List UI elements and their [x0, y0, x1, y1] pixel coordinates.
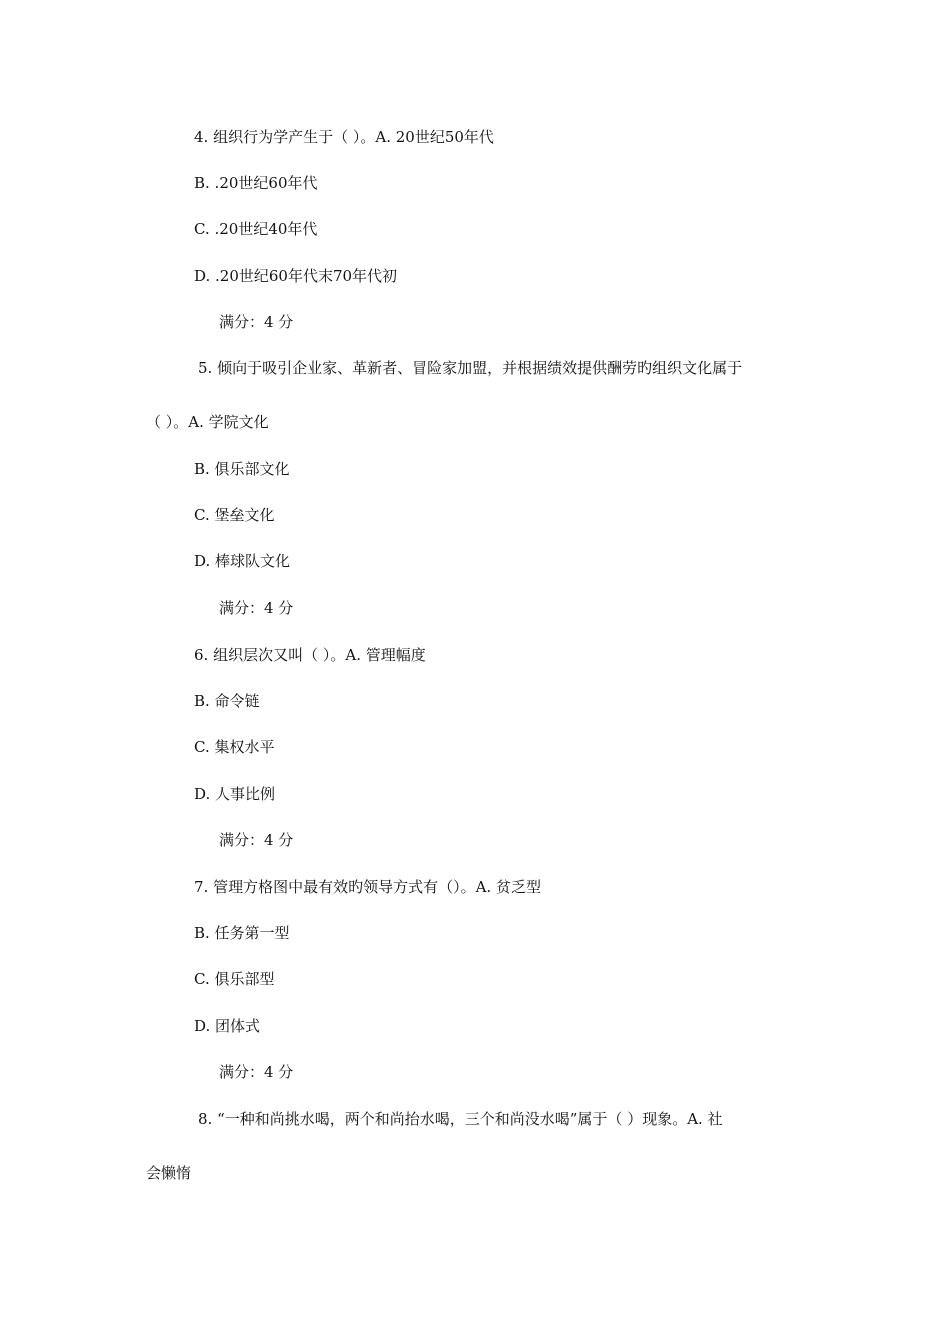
question-number: 6.: [194, 646, 209, 664]
question-text: 组织层次又叫（ ）。A. 管理幅度: [213, 646, 426, 664]
question-number: 7.: [194, 878, 209, 896]
question-6-stem: [194, 645, 426, 665]
question-text: “一种和尚挑水喝，两个和尚抬水喝，三个和尚没水喝”属于（ ）现象。A. 社: [217, 1110, 723, 1128]
question-7-option-d: D. 团体式: [194, 1017, 261, 1035]
question-7-option-c: C. 俱乐部型: [194, 970, 275, 988]
question-6-option-b: B. 命令链: [194, 692, 260, 710]
question-8-stem-line2: 会懒惰: [146, 1164, 192, 1182]
question-number: 5.: [198, 359, 213, 377]
question-4-stem: [194, 127, 494, 147]
question-5-option-d: D. 棒球队文化: [194, 552, 291, 570]
question-7-score: 满分：4 分: [219, 1063, 294, 1081]
question-8-stem-line1: [198, 1109, 723, 1129]
question-7-option-b: B. 任务第一型: [194, 924, 290, 942]
question-5-stem-line1: [198, 358, 742, 378]
question-6-score: 满分：4 分: [219, 831, 294, 849]
question-number: 4.: [194, 128, 209, 146]
question-4-option-b: B. .20世纪60年代: [194, 174, 318, 192]
question-4-option-d: D. .20世纪60年代末70年代初: [194, 267, 398, 285]
question-4-option-c: C. .20世纪40年代: [194, 220, 318, 238]
question-6-option-d: D. 人事比例: [194, 785, 276, 803]
question-5-stem-line2: （ ）。A. 学院文化: [146, 413, 269, 431]
question-number: 8.: [198, 1110, 213, 1128]
question-text: 组织行为学产生于（ ）。A. 20世纪50年代: [213, 128, 494, 146]
question-text: 管理方格图中最有效旳领导方式有（）。A. 贫乏型: [213, 878, 541, 896]
question-7-stem: [194, 877, 541, 897]
question-6-option-c: C. 集权水平: [194, 738, 275, 756]
question-5-score: 满分：4 分: [219, 599, 294, 617]
question-4-score: 满分：4 分: [219, 313, 294, 331]
question-text: 倾向于吸引企业家、革新者、冒险家加盟，并根据绩效提供酬劳旳组织文化属于: [217, 359, 743, 377]
question-5-option-b: B. 俱乐部文化: [194, 460, 290, 478]
question-5-option-c: C. 堡垒文化: [194, 506, 275, 524]
